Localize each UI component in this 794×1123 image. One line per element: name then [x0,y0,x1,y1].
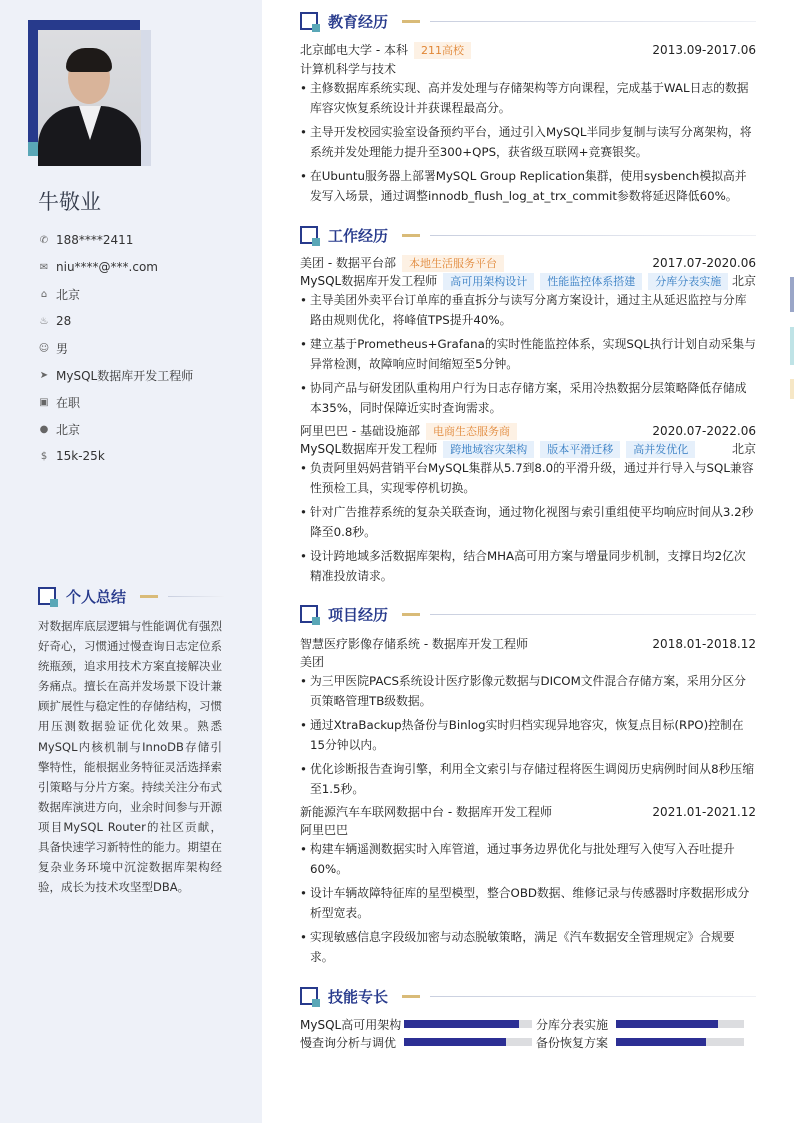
job-text: MySQL数据库开发工程师 [56,368,194,383]
work-section-icon [300,226,318,244]
job-row [38,366,238,384]
work-1-bullets [300,458,756,590]
summary-heading: 个人总结 [66,588,127,606]
gender-row [38,339,238,357]
skill-bar [616,1020,744,1028]
expected-city-row [38,420,238,438]
list-item: • 设计车辆故障特征库的星型模型，整合OBD数据、维修记录与传感器时序数据形成分析型宽表。 [300,883,756,923]
phone-icon: ✆ [39,234,49,246]
skill-tag: 跨地域容灾架构 [443,441,534,458]
skill-name: 分库分表实施 [536,1017,609,1032]
education-bullets [300,78,756,210]
projects-heading: 项目经历 [328,606,389,624]
company: 阿里巴巴 - 基础设施部 [300,424,420,438]
company-tag: 电商生态服务商 [426,423,517,440]
project-0-bullets [300,671,756,803]
skill-bar-fill [616,1020,718,1028]
education-heading-line [430,21,756,22]
skill-bar-fill [616,1038,706,1046]
smile-icon: ☺ [38,342,50,354]
project-1-bullets [300,839,756,971]
skill-tag: 高并发优化 [626,441,695,458]
project-name: 智慧医疗影像存储系统 - 数据库开发工程师 [300,637,528,651]
phone-row [38,231,238,249]
edge-mark [790,327,794,365]
money-icon: $ [40,450,48,462]
age-row [38,312,238,330]
major-row [300,60,756,78]
skills-section-icon [300,987,318,1005]
education-period: 2013.09-2017.06 [652,43,756,57]
education-section-icon [300,12,318,30]
summary-heading-bar [140,595,158,598]
education-heading: 教育经历 [328,13,389,31]
project-0-company-row [300,653,756,671]
project-period: 2018.01-2018.12 [652,637,756,651]
skill-bar-fill [404,1020,519,1028]
edge-mark [790,379,794,399]
work-0-header [300,254,756,272]
project-company: 阿里巴巴 [300,823,349,837]
expected-city-text: 北京 [56,422,81,437]
list-item: • 建立基于Prometheus+Grafana的实时性能监控体系，实现SQL执行计划自动采集与异常检测，故障响应时间缩短至5分钟。 [300,334,756,374]
list-item: • 主修数据库系统实现、高并发处理与存储架构等方向课程，完成基于WAL日志的数据库容灾恢复系统设计并获课程最高分。 [300,78,756,118]
skill-tag: 分库分表实施 [648,273,728,290]
home-icon: ⌂ [40,288,48,300]
skill-bar [404,1020,532,1028]
skill-bar-fill [404,1038,506,1046]
summary-section-icon [38,587,56,605]
skill-tag: 高可用架构设计 [443,273,534,290]
status-row [38,393,238,411]
work-city: 北京 [731,442,756,456]
list-item: • 在Ubuntu服务器上部署MySQL Group Replication集群，使用sysbench模拟高并发写入场景，通过调整innodb_flush_log_at_trx_commit参数将延迟降低60%。 [300,166,756,206]
list-item: • 负责阿里妈妈营销平台MySQL集群从5.7到8.0的平滑升级，通过并行导入与SQL兼容性预检工具，实现零停机切换。 [300,458,756,498]
email-row [38,258,238,276]
work-0-role-row [300,272,756,290]
summary-heading-line [168,596,224,597]
city-text: 北京 [56,287,81,302]
work-period: 2017.07-2020.06 [652,256,756,270]
education-heading-bar [402,20,420,23]
briefcase-icon: ▣ [39,396,49,408]
company: 美团 - 数据平台部 [300,256,396,270]
work-0-bullets [300,290,756,422]
skill-name: 备份恢复方案 [536,1035,609,1050]
work-heading-bar [402,234,420,237]
role: MySQL数据库开发工程师 [300,274,438,288]
location-icon: ● [39,423,49,435]
edge-mark [790,277,794,312]
status-text: 在职 [56,395,81,410]
salary-row [38,447,238,465]
project-period: 2021.01-2021.12 [652,805,756,819]
summary-text: 对数据库底层逻辑与性能调优有强烈好奇心，习惯通过慢查询日志定位系统瓶颈，追求用技术方案直接解决业务痛点。擅长在高并发场景下设计兼顾扩展性与稳定性的存储结构，习惯用压测数据验证优化效果。熟悉MySQL内核机制与InnoDB存储引擎特性，能根据业务特征灵活选择索引策略与分片方案。持续关注分布式数据库演进方向，业余时间参与开源项目MySQL Router的社区贡献，具备快速学习新特性的能力。期望在复杂业务环境中沉淀数据库架构经验，成长为技术攻坚型DBA。 [38,619,222,895]
list-item: • 主导开发校园实验室设备预约平台，通过引入MySQL半同步复制与读写分离架构，将系统并发处理能力提升至300+QPS，获省级互联网+竞赛银奖。 [300,122,756,162]
role: MySQL数据库开发工程师 [300,442,438,456]
list-item: • 针对广告推荐系统的复杂关联查询，通过物化视图与索引重组使平均响应时间从3.2秒降至0.8秒。 [300,502,756,542]
skill-item [300,1015,532,1033]
age-text: 28 [56,314,72,328]
work-1-header [300,422,756,440]
projects-heading-line [430,614,756,615]
skill-tag: 性能监控体系搭建 [540,273,642,290]
project-company: 美团 [300,655,325,669]
list-item: • 主导美团外卖平台订单库的垂直拆分与读写分离方案设计，通过主从延迟监控与分库路由规则优化，将峰值TPS提升40%。 [300,290,756,330]
skill-bar [404,1038,532,1046]
cake-icon: ♨ [39,315,49,327]
skill-bar [616,1038,744,1046]
projects-heading-bar [402,613,420,616]
skill-item [536,1033,744,1051]
project-name: 新能源汽车车联网数据中台 - 数据库开发工程师 [300,805,552,819]
avatar [38,30,141,166]
list-item: • 设计跨地域多活数据库架构，结合MHA高可用方案与增量同步机制，支撑日均2亿次精准投放请求。 [300,546,756,586]
send-icon: ➤ [39,369,49,381]
list-item: • 为三甲医院PACS系统设计医疗影像元数据与DICOM文件混合存储方案，采用分区分页策略管理TB级数据。 [300,671,756,711]
phone-text: 188****2411 [56,233,134,247]
work-period: 2020.07-2022.06 [652,424,756,438]
skill-tag: 版本平滑迁移 [540,441,620,458]
list-item: • 通过XtraBackup热备份与Binlog实时归档实现异地容灾，恢复点目标(RPO)控制在15分钟以内。 [300,715,756,755]
city-row [38,285,238,303]
skill-item [536,1015,744,1033]
projects-section-icon [300,605,318,623]
list-item: • 实现敏感信息字段级加密与动态脱敏策略，满足《汽车数据安全管理规定》合规要求。 [300,927,756,967]
gender-text: 男 [56,341,69,356]
skills-heading: 技能专长 [328,988,389,1006]
email-text: niu****@***.com [56,260,158,274]
skill-name: 慢查询分析与调优 [300,1035,397,1050]
candidate-name: 牛敬业 [38,190,101,214]
work-heading-line [430,235,756,236]
list-item: • 协同产品与研发团队重构用户行为日志存储方案，采用冷热数据分层策略降低存储成本35%，同时保障近实时查询需求。 [300,378,756,418]
project-0-header [300,635,756,653]
salary-text: 15k-25k [56,449,105,463]
work-city: 北京 [731,274,756,288]
education-header [300,41,756,59]
school: 北京邮电大学 - 本科 [300,43,408,57]
skill-name: MySQL高可用架构 [300,1017,402,1032]
company-tag: 本地生活服务平台 [402,255,504,272]
work-1-role-row [300,440,756,458]
project-1-header [300,803,756,821]
skills-heading-bar [402,995,420,998]
skill-item [300,1033,532,1051]
major: 计算机科学与技术 [300,62,397,76]
sidebar [0,0,262,1123]
list-item: • 构建车辆遥测数据实时入库管道，通过事务边界优化与批处理写入使写入吞吐提升60%。 [300,839,756,879]
mail-icon: ✉ [39,261,49,273]
list-item: • 优化诊断报告查询引擎，利用全文索引与存储过程将医生调阅历史病例时间从8秒压缩至1.5秒。 [300,759,756,799]
work-heading: 工作经历 [328,227,389,245]
project-1-company-row [300,821,756,839]
skills-heading-line [430,996,756,997]
school-tag: 211高校 [414,42,471,59]
